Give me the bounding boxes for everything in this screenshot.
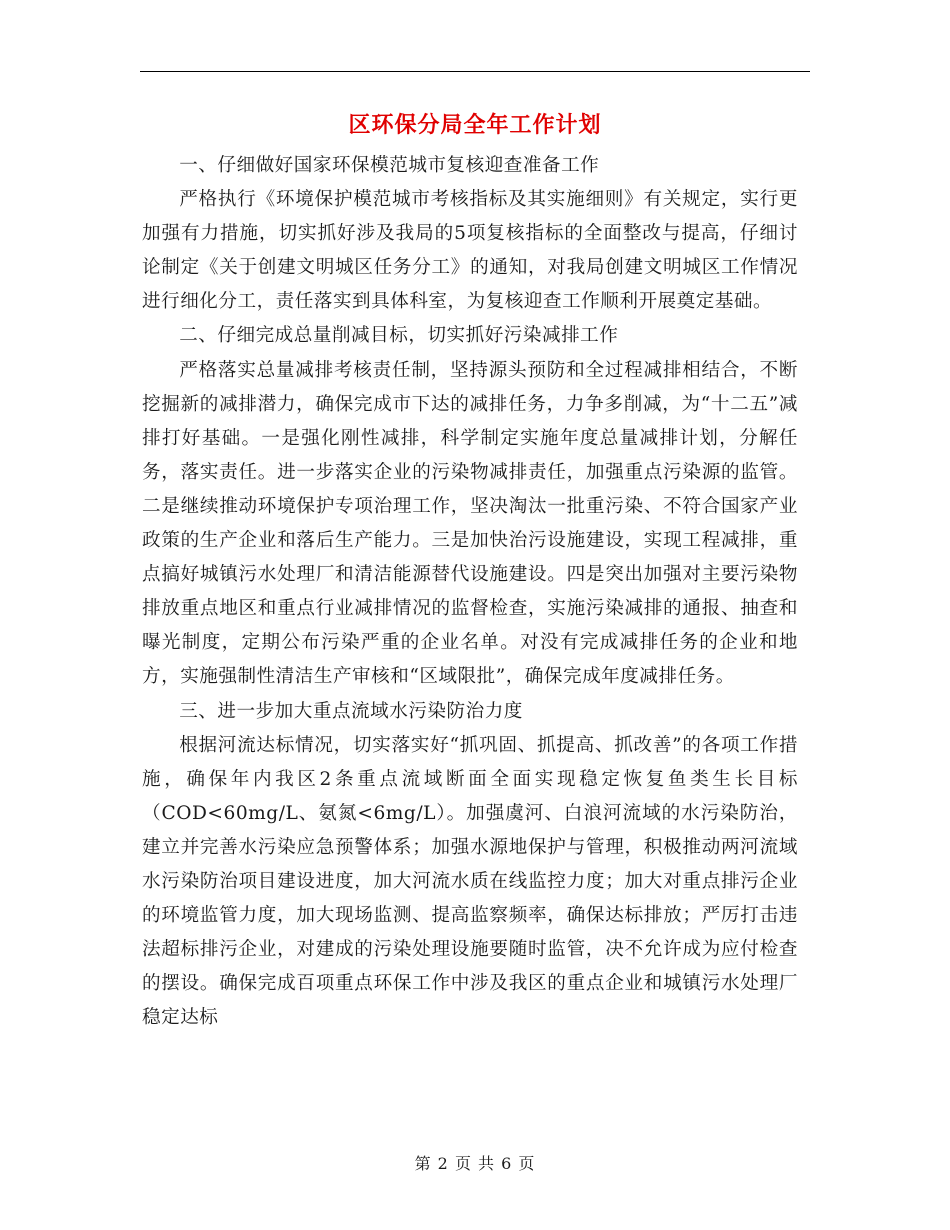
body-paragraph-3: 根据河流达标情况，切实落实好“抓巩固、抓提高、抓改善”的各项工作措施，确保年内我区2条重点流域断面全面实现稳定恢复鱼类生长目标（COD<60mg/L、氨氮<6mg/L）。加强虞河、白浪河流域的水污染防治，建立并完善水污染应急预警体系；加强水源地保护与管理，积极推动两河流域水污染防治项目建设进度，加大河流水质在线监控力度；加大对重点排污企业的环境监管力度，加大现场监测、提高监察频率，确保达标排放；严厉打击违法超标排污企业，对建成的污染处理设施要随时监管，决不允许成为应付检查的摆设。确保完成百项重点环保工作中涉及我区的重点企业和城镇污水处理厂稳定达标 bbox=[142, 734, 798, 1029]
section-heading-1: 一、仔细做好国家环保模范城市复核迎查准备工作 bbox=[179, 155, 600, 176]
section-heading-3: 三、进一步加大重点流域水污染防治力度 bbox=[179, 700, 523, 722]
document-title: 区环保分局全年工作计划 bbox=[348, 113, 602, 138]
header-rule bbox=[140, 71, 810, 72]
page-number: 第 2 页 共 6 页 bbox=[414, 1154, 536, 1173]
body-paragraph-1: 严格执行《环境保护模范城市考核指标及其实施细则》有关规定，实行更加强有力措施，切实抓好涉及我局的5项复核指标的全面整改与提高，仔细讨论制定《关于创建文明城区任务分工》的通知，对我局创建文明城区工作情况进行细化分工，责任落实到具体科室，为复核迎查工作顺利开展奠定基础。 bbox=[142, 189, 798, 313]
body-paragraph-2: 严格落实总量减排考核责任制，坚持源头预防和全过程减排相结合，不断挖掘新的减排潜力，确保完成市下达的减排任务，力争多削减，为“十二五”减排打好基础。一是强化刚性减排，科学制定实施年度总量减排计划，分解任务，落实责任。进一步落实企业的污染物减排责任，加强重点污染源的监管。二是继续推动环境保护专项治理工作，坚决淘汰一批重污染、不符合国家产业政策的生产企业和落后生产能力。三是加快治污设施建设，实现工程减排，重点搞好城镇污水处理厂和清洁能源替代设施建设。四是突出加强对主要污染物排放重点地区和重点行业减排情况的监督检查，实施污染减排的通报、抽查和曝光制度，定期公布污染严重的企业名单。对没有完成减排任务的企业和地方，实施强制性清洁生产审核和“区域限批”，确保完成年度减排任务。 bbox=[142, 359, 798, 688]
document-body bbox=[142, 149, 798, 1035]
section-heading-2: 二、仔细完成总量削减目标，切实抓好污染减排工作 bbox=[179, 325, 619, 347]
